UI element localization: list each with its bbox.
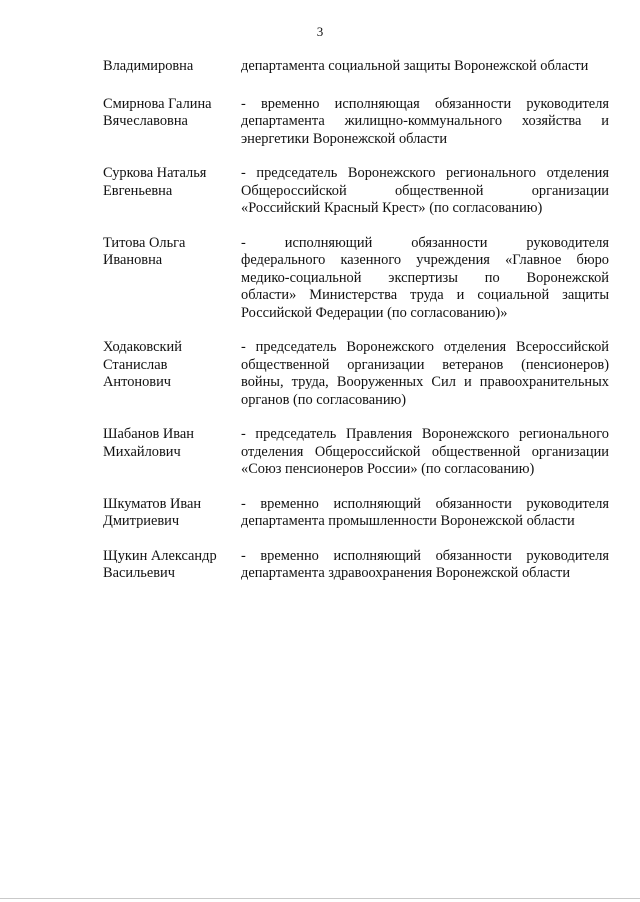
member-role-line: департамента здравоохранения Воронежской области	[241, 565, 571, 581]
member-name: Смирнова Галина Вячеславовна	[103, 95, 212, 129]
member-role-line: общественной организации ветеранов (пенсионеров)	[241, 356, 609, 373]
member-name: Шкуматов Иван Дмитриевич	[103, 495, 202, 529]
member-entry	[103, 496, 609, 531]
member-name: Шабанов Иван Михайлович	[103, 426, 194, 460]
member-role-line: Российской Федерации (по согласованию)»	[241, 304, 508, 321]
member-entry	[103, 426, 609, 479]
member-role	[241, 165, 609, 218]
member-role-line: федерального казенного учреждения «Главное бюро	[241, 252, 609, 268]
member-role-line: департамента промышленности Воронежской области	[241, 513, 575, 529]
member-role-line: - временно исполняющая обязанности руководителя	[241, 95, 609, 112]
member-role	[241, 58, 609, 76]
member-role	[241, 496, 609, 531]
member-role-line: «Российский Красный Крест» (по согласованию)	[241, 200, 543, 216]
member-entry	[103, 235, 609, 323]
member-role	[241, 548, 609, 583]
member-role-line: отделения Общероссийской общественной организации	[241, 443, 609, 460]
member-role-line: - председатель Воронежского отделения Всероссийской	[241, 339, 609, 355]
member-name: Владимировна	[103, 58, 194, 74]
page-bottom-edge	[0, 898, 640, 899]
member-name: Ходаковский Станислав Антонович	[103, 339, 182, 390]
member-entry	[103, 58, 609, 76]
member-role-line: «Союз пенсионеров России» (по согласованию)	[241, 461, 535, 477]
member-name: Суркова Наталья Евгеньевна	[103, 165, 207, 199]
member-role	[241, 339, 609, 409]
member-role-line: органов (по согласованию)	[241, 391, 407, 408]
member-entry	[103, 548, 609, 583]
member-list	[103, 58, 609, 600]
member-role-line: медико-социальной экспертизы по Воронежской	[241, 269, 609, 286]
member-role-line: войны, труда, Вооруженных Сил и правоохранительных	[241, 374, 609, 390]
member-role-line: - председатель Воронежского регионального отделения	[241, 165, 609, 181]
member-entry	[103, 96, 609, 149]
member-entry	[103, 165, 609, 218]
member-role-line: энергетики Воронежской области	[241, 130, 448, 147]
member-role-line: - исполняющий обязанности руководителя	[241, 234, 609, 251]
member-name: Щукин Александр Васильевич	[103, 547, 217, 581]
member-entry	[103, 339, 609, 409]
member-role-line: Общероссийской общественной организации	[241, 182, 609, 199]
member-role-line: области» Министерства труда и социальной защиты	[241, 287, 609, 303]
member-role-line: - временно исполняющий обязанности руководителя	[241, 495, 609, 512]
member-role	[241, 235, 609, 323]
page-number: 3	[316, 24, 324, 39]
member-role-line: департамента жилищно-коммунального хозяйства и	[241, 113, 609, 129]
member-role	[241, 426, 609, 479]
member-name: Титова Ольга Ивановна	[103, 234, 186, 268]
member-role	[241, 96, 609, 149]
member-role-line: - временно исполняющий обязанности руководителя	[241, 547, 609, 564]
member-role-line: департамента социальной защиты Воронежской области	[241, 58, 589, 74]
member-role-line: - председатель Правления Воронежского регионального	[241, 426, 609, 442]
